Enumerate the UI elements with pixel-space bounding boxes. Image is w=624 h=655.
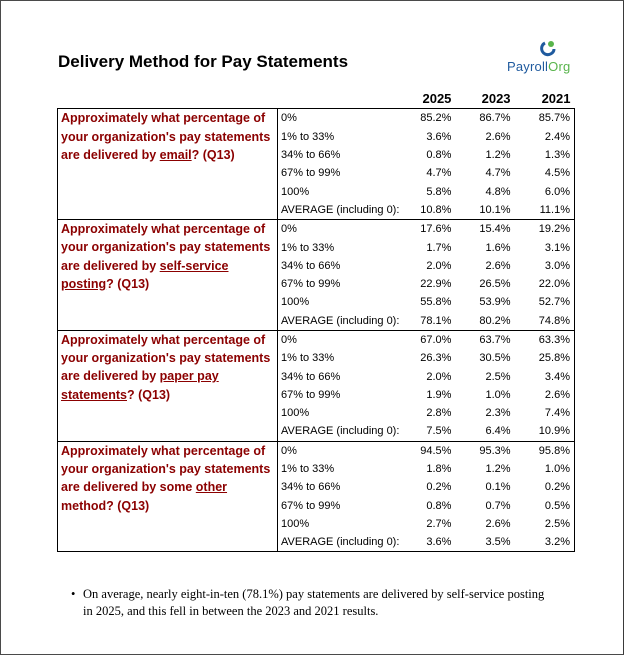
- row-label: 67% to 99%: [281, 278, 341, 291]
- payrollorg-logo-icon: [507, 39, 597, 59]
- table-row: [58, 441, 575, 460]
- question-cell: Approximately what percentage of your organization's pay statements are delivered by self-service posting? (Q13): [58, 220, 278, 331]
- page-title: Delivery Method for Pay Statements: [58, 52, 349, 71]
- table-row: [58, 109, 575, 128]
- value-cell: 3.5%: [455, 533, 514, 552]
- row-label: 1% to 33%: [281, 130, 335, 143]
- row-label: AVERAGE (including 0):: [278, 201, 400, 220]
- table-row: [58, 220, 575, 239]
- value-cell: 0.7%: [485, 499, 511, 512]
- value-cell: 10.9%: [515, 422, 575, 441]
- value-cell: 2.5%: [485, 370, 511, 383]
- value-cell: 3.6%: [399, 533, 455, 552]
- value-cell: 4.8%: [485, 185, 511, 198]
- value-cell: 53.9%: [479, 296, 511, 309]
- value-cell: 2.5%: [515, 515, 575, 533]
- value-cell: 0.1%: [485, 481, 511, 494]
- row-label: 1% to 33%: [281, 241, 335, 254]
- value-cell: 86.7%: [479, 112, 511, 125]
- value-cell: 85.2%: [420, 112, 452, 125]
- value-cell: 30.5%: [479, 352, 511, 365]
- value-cell: 0.2%: [426, 481, 452, 494]
- value-cell: 55.8%: [420, 296, 452, 309]
- value-cell: 22.0%: [515, 275, 575, 293]
- delivery-method-term: other: [195, 480, 228, 495]
- value-cell: 1.2%: [485, 149, 511, 162]
- value-cell: 7.5%: [399, 422, 455, 441]
- column-header: 2023: [455, 90, 514, 109]
- value-cell: 25.8%: [515, 349, 575, 367]
- value-cell: 10.8%: [399, 201, 455, 220]
- value-cell: 0.5%: [515, 497, 575, 515]
- value-cell: 4.5%: [515, 164, 575, 182]
- value-cell: 19.2%: [515, 220, 575, 239]
- row-label: 100%: [281, 517, 310, 530]
- value-cell: 52.7%: [515, 293, 575, 311]
- value-cell: 0.8%: [426, 149, 452, 162]
- question-cell: Approximately what percentage of your organization's pay statements are delivered by paper pay statements? (Q13): [58, 330, 278, 441]
- value-cell: 95.8%: [515, 441, 575, 460]
- row-label: AVERAGE (including 0):: [278, 533, 400, 552]
- value-cell: 63.3%: [515, 330, 575, 349]
- value-cell: 17.6%: [420, 223, 452, 236]
- value-cell: 85.7%: [515, 109, 575, 128]
- row-label: 34% to 66%: [281, 259, 341, 272]
- row-label: 100%: [281, 185, 310, 198]
- value-cell: 2.4%: [515, 128, 575, 146]
- value-cell: 1.7%: [426, 241, 452, 254]
- row-label: 100%: [281, 407, 310, 420]
- row-label: 0%: [281, 334, 297, 346]
- delivery-method-term: paper pay statements: [61, 369, 219, 402]
- value-cell: 11.1%: [515, 201, 575, 220]
- value-cell: 2.3%: [485, 407, 511, 420]
- value-cell: 80.2%: [455, 312, 514, 331]
- delivery-method-term: self-service posting: [61, 258, 229, 291]
- row-label: 1% to 33%: [281, 463, 335, 476]
- value-cell: 0.2%: [515, 478, 575, 496]
- value-cell: 3.2%: [515, 533, 575, 552]
- value-cell: 3.6%: [426, 130, 452, 143]
- value-cell: 4.7%: [426, 167, 452, 180]
- value-cell: 2.8%: [426, 407, 452, 420]
- value-cell: 67.0%: [420, 334, 452, 346]
- delivery-method-table: [57, 90, 575, 552]
- value-cell: 1.3%: [515, 146, 575, 164]
- value-cell: 2.0%: [426, 259, 452, 272]
- value-cell: 1.0%: [515, 460, 575, 478]
- row-label: 67% to 99%: [281, 167, 341, 180]
- summary-bullet: [71, 586, 553, 620]
- value-cell: 0.8%: [426, 499, 452, 512]
- column-header: 2025: [399, 90, 455, 109]
- row-label: 1% to 33%: [281, 352, 335, 365]
- value-cell: 5.8%: [426, 185, 452, 198]
- value-cell: 2.0%: [426, 370, 452, 383]
- value-cell: 2.6%: [485, 130, 511, 143]
- column-header: 2021: [515, 90, 575, 109]
- value-cell: 1.6%: [485, 241, 511, 254]
- logo-wordmark: PayrollOrg: [507, 59, 571, 74]
- summary-text: On average, nearly eight-in-ten (78.1%) pay statements are delivered by self-service posting in 2025, and this fell in between the 2023 and 2021 results.: [83, 587, 545, 618]
- value-cell: 3.0%: [515, 257, 575, 275]
- row-label: 100%: [281, 296, 310, 309]
- table-row: [58, 330, 575, 349]
- value-cell: 94.5%: [420, 444, 452, 457]
- value-cell: 2.6%: [485, 259, 511, 272]
- value-cell: 10.1%: [455, 201, 514, 220]
- value-cell: 63.7%: [479, 334, 511, 346]
- value-cell: 1.8%: [426, 463, 452, 476]
- value-cell: 22.9%: [420, 278, 452, 291]
- row-label: AVERAGE (including 0):: [278, 422, 400, 441]
- row-label: 67% to 99%: [281, 388, 341, 401]
- value-cell: 26.5%: [479, 278, 511, 291]
- value-cell: 78.1%: [399, 312, 455, 331]
- row-label: 0%: [281, 112, 297, 125]
- value-cell: 3.4%: [515, 367, 575, 385]
- value-cell: 26.3%: [420, 352, 452, 365]
- row-label: 34% to 66%: [281, 481, 341, 494]
- question-cell: Approximately what percentage of your organization's pay statements are delivered by email? (Q13): [58, 109, 278, 220]
- row-label: 34% to 66%: [281, 149, 341, 162]
- row-label: 0%: [281, 223, 297, 236]
- value-cell: 74.8%: [515, 312, 575, 331]
- row-label: 67% to 99%: [281, 499, 341, 512]
- question-cell: Approximately what percentage of your organization's pay statements are delivered by some other method? (Q13): [58, 441, 278, 552]
- value-cell: 2.6%: [515, 386, 575, 404]
- value-cell: 7.4%: [515, 404, 575, 422]
- value-cell: 15.4%: [479, 223, 511, 236]
- value-cell: 95.3%: [479, 444, 511, 457]
- row-label: 0%: [281, 444, 297, 457]
- value-cell: 6.0%: [515, 182, 575, 200]
- value-cell: 1.0%: [485, 388, 511, 401]
- value-cell: 3.1%: [515, 238, 575, 256]
- table-header-row: [58, 90, 575, 109]
- row-label: AVERAGE (including 0):: [278, 312, 400, 331]
- value-cell: 6.4%: [455, 422, 514, 441]
- row-label: 34% to 66%: [281, 370, 341, 383]
- bullet-dot-icon: •: [71, 587, 76, 601]
- value-cell: 1.2%: [485, 463, 511, 476]
- delivery-method-term: email: [159, 147, 192, 162]
- value-cell: 2.7%: [426, 517, 452, 530]
- payrollorg-logo: [507, 39, 597, 75]
- value-cell: 4.7%: [485, 167, 511, 180]
- value-cell: 1.9%: [426, 388, 452, 401]
- value-cell: 2.6%: [485, 517, 511, 530]
